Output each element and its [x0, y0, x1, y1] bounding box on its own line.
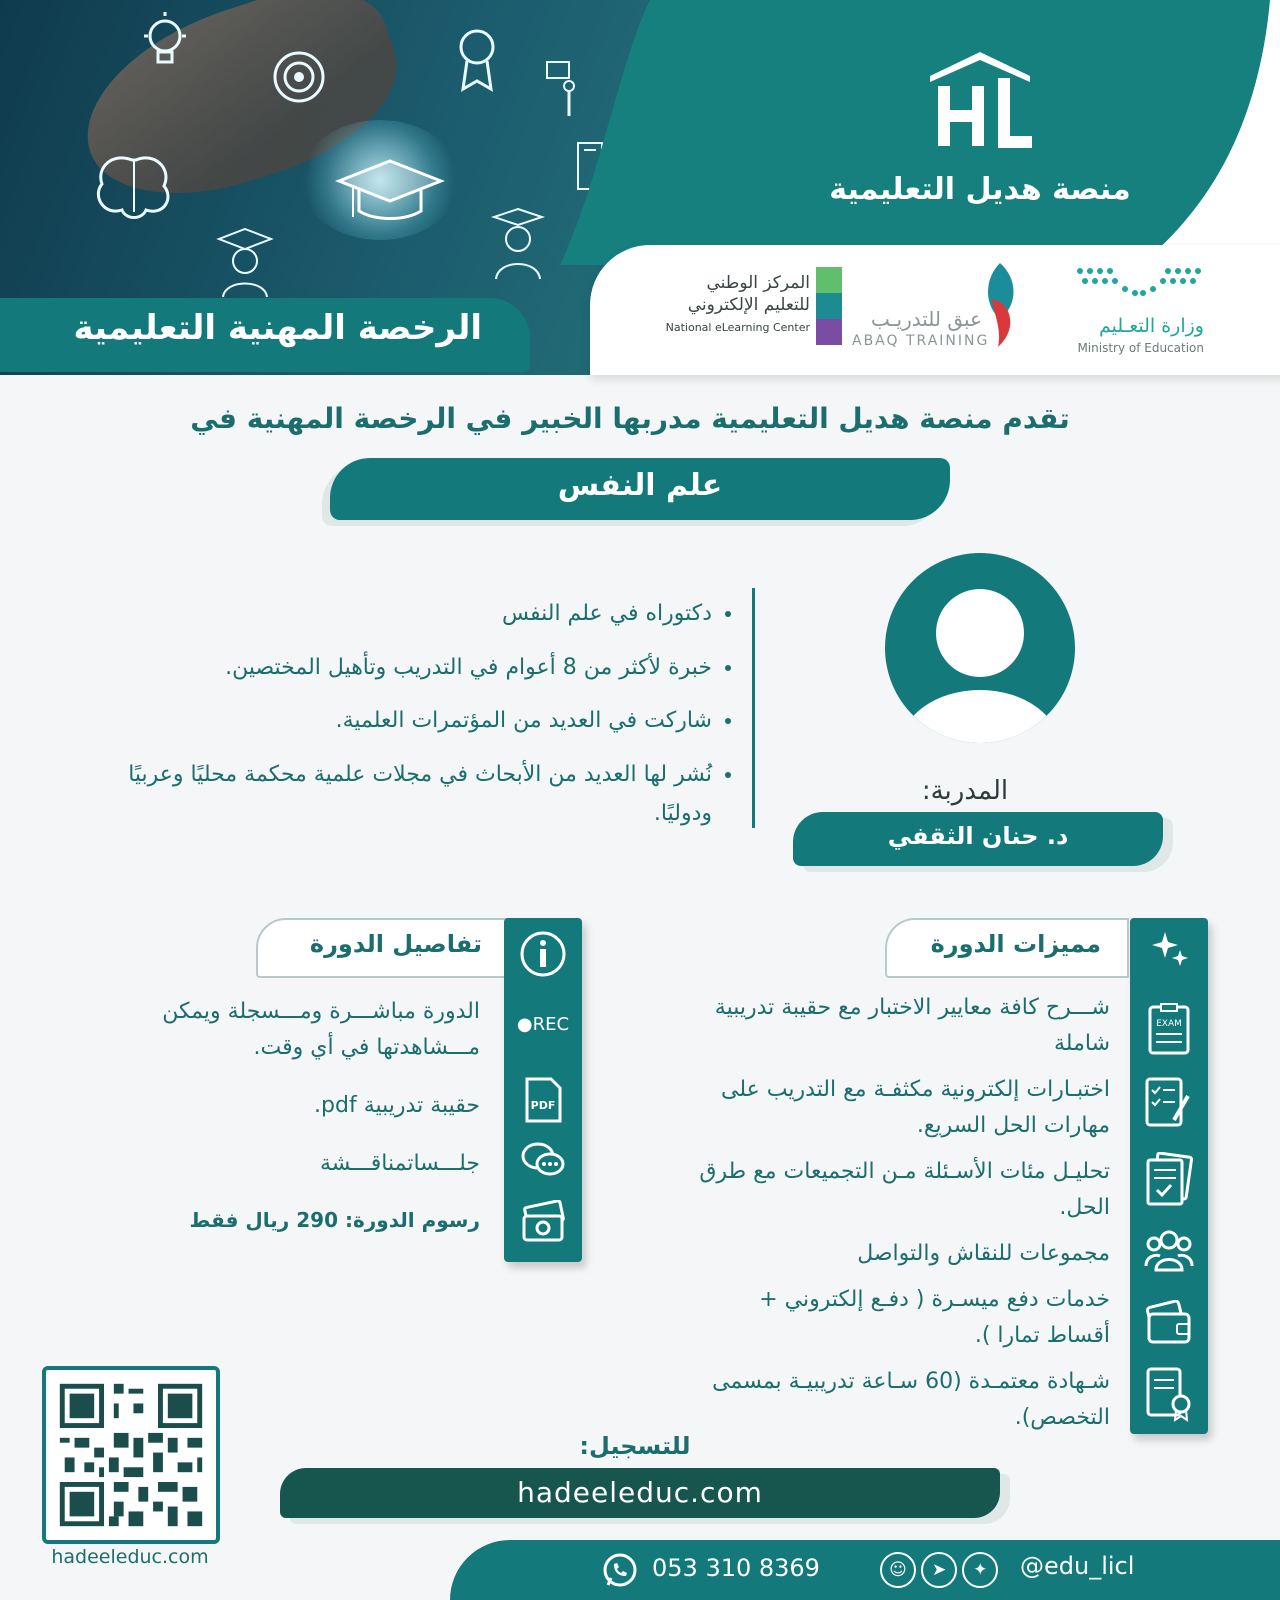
- nelc-logo-icon: [816, 267, 842, 345]
- graduation-cap-icon: [335, 155, 445, 244]
- moe-name-en: Ministry of Education: [1077, 341, 1204, 355]
- details-heading: تفاصيل الدورة: [309, 930, 482, 958]
- money-icon: [504, 1200, 582, 1248]
- feature-item: تحليـل مئات الأسـئلة مـن التجميعات مع طرق الحل.: [699, 1159, 1110, 1221]
- chat-icon: [504, 1140, 582, 1184]
- wallet-icon: [1130, 1300, 1208, 1348]
- info-icon: [504, 930, 582, 982]
- feature-item: اختبـارات إلكترونية مكثفـة مع التدريب على مهارات الحل السريع.: [720, 1077, 1110, 1139]
- features-heading-tab: [885, 918, 1129, 978]
- award-ribbon-icon: [455, 25, 499, 104]
- feature-item: مجموعات للنقاش والتواصل: [857, 1241, 1110, 1266]
- feature-item: شـهادة معتمـدة (60 سـاعة تدريبيـة بمسمى التخصص).: [712, 1369, 1110, 1431]
- details-heading-tab: [256, 918, 510, 978]
- feature-item: خدمات دفع ميسـرة ( دفـع إلكتروني + أقساط تمارا ).: [759, 1287, 1110, 1349]
- features-icon-strip: [1130, 918, 1208, 1434]
- course-fee: رسوم الدورة: 290 ريال فقط: [189, 1208, 480, 1232]
- student-female-icon: [215, 225, 275, 308]
- bio-item: • نُشر لها العديد من الأبحاث في مجلات علمية محكمة محليًا وعربيًا ودوليًا.: [100, 755, 712, 834]
- whatsapp-icon[interactable]: [602, 1552, 638, 1592]
- intro-subtitle: تقدم منصة هديل التعليمية مدربها الخبير في الرخصة المهنية في: [190, 402, 1070, 435]
- social-handle[interactable]: @edu_licl: [1020, 1552, 1135, 1580]
- platform-logo: [920, 48, 1040, 158]
- snapchat-icon[interactable]: ☺: [880, 1552, 916, 1588]
- lightbulb-icon: [140, 10, 190, 85]
- trainer-name-pill: [793, 812, 1163, 866]
- svg-text:PDF: PDF: [530, 1099, 556, 1112]
- checklist-edit-icon: [1130, 1076, 1208, 1132]
- title-banner: [0, 298, 530, 372]
- contact-footer: [450, 1540, 1280, 1600]
- svg-text:EXAM: EXAM: [1156, 1019, 1182, 1029]
- nelc-name-en: National eLearning Center: [665, 321, 810, 334]
- detail-item: حقيبة تدريبية pdf.: [314, 1093, 480, 1118]
- trainer-label: المدربة:: [921, 776, 1009, 806]
- details-icon-strip: [504, 918, 582, 1262]
- sparkles-icon: [1130, 928, 1208, 972]
- features-heading: مميزات الدورة: [930, 930, 1101, 958]
- detail-item: الدورة مباشـــرة ومـــسجلة ويمكن مـــشاهدتها في أي وقت.: [162, 999, 480, 1061]
- phone-number[interactable]: 053 310 8369: [652, 1554, 820, 1582]
- hero-corner-curve: [1140, 0, 1280, 265]
- certificate-icon: [1130, 1366, 1208, 1426]
- exam-icon: [1130, 1002, 1208, 1060]
- moe-name-ar: وزارة التعـليم: [1098, 315, 1204, 337]
- brain-icon: [92, 150, 174, 231]
- banner-title: الرخصة المهنية التعليمية: [73, 308, 482, 348]
- pdf-icon: [504, 1076, 582, 1128]
- abaq-name-ar: عبق للتدريـب: [871, 307, 982, 331]
- twitter-icon[interactable]: ✦: [962, 1552, 998, 1588]
- qr-url-caption: hadeeleduc.com: [51, 1546, 209, 1568]
- registration-url-link[interactable]: [280, 1468, 1000, 1518]
- telegram-icon[interactable]: ➤: [921, 1552, 957, 1588]
- student-male-icon: [490, 205, 546, 290]
- bio-item: • خبرة لأكثر من 8 أعوام في التدريب وتأهيل المختصين.: [100, 648, 712, 688]
- detail-item: جلـــساتمناقـــشة: [319, 1151, 480, 1176]
- divider-line: [752, 588, 755, 828]
- partner-logos-strip: [590, 245, 1280, 375]
- moe-logo-icon: [1074, 263, 1204, 303]
- bio-item: • شاركت في العديد من المؤتمرات العلمية.: [100, 701, 712, 741]
- subject-label: علم النفس: [557, 468, 723, 503]
- nelc-name-ar-2: للتعليم الإلكتروني: [687, 295, 810, 315]
- abaq-name-en: ABAQ TRAINING: [852, 333, 990, 349]
- platform-name: منصة هديل التعليمية: [829, 172, 1131, 207]
- nelc-name-ar-1: المركز الوطني: [706, 273, 810, 293]
- subject-pill: [330, 458, 950, 520]
- target-icon: [272, 50, 326, 113]
- avatar: [870, 553, 1090, 743]
- bio-item: • دكتوراه في علم النفس: [100, 594, 712, 634]
- trainer-name: د. حنان الثقفي: [887, 822, 1069, 850]
- registration-qr-code[interactable]: [42, 1366, 220, 1544]
- feature-item: شـــرح كافة معايير الاختبار مع حقيبة تدريبية شاملة: [714, 995, 1110, 1057]
- registration-url: hadeeleduc.com: [517, 1476, 763, 1509]
- social-icons: [880, 1552, 998, 1588]
- trainer-bio: [100, 594, 740, 848]
- group-icon: [1130, 1228, 1208, 1276]
- registration-label: للتسجيل:: [579, 1432, 691, 1460]
- document-check-icon: [1130, 1152, 1208, 1212]
- rec-icon: ●REC: [516, 1014, 570, 1035]
